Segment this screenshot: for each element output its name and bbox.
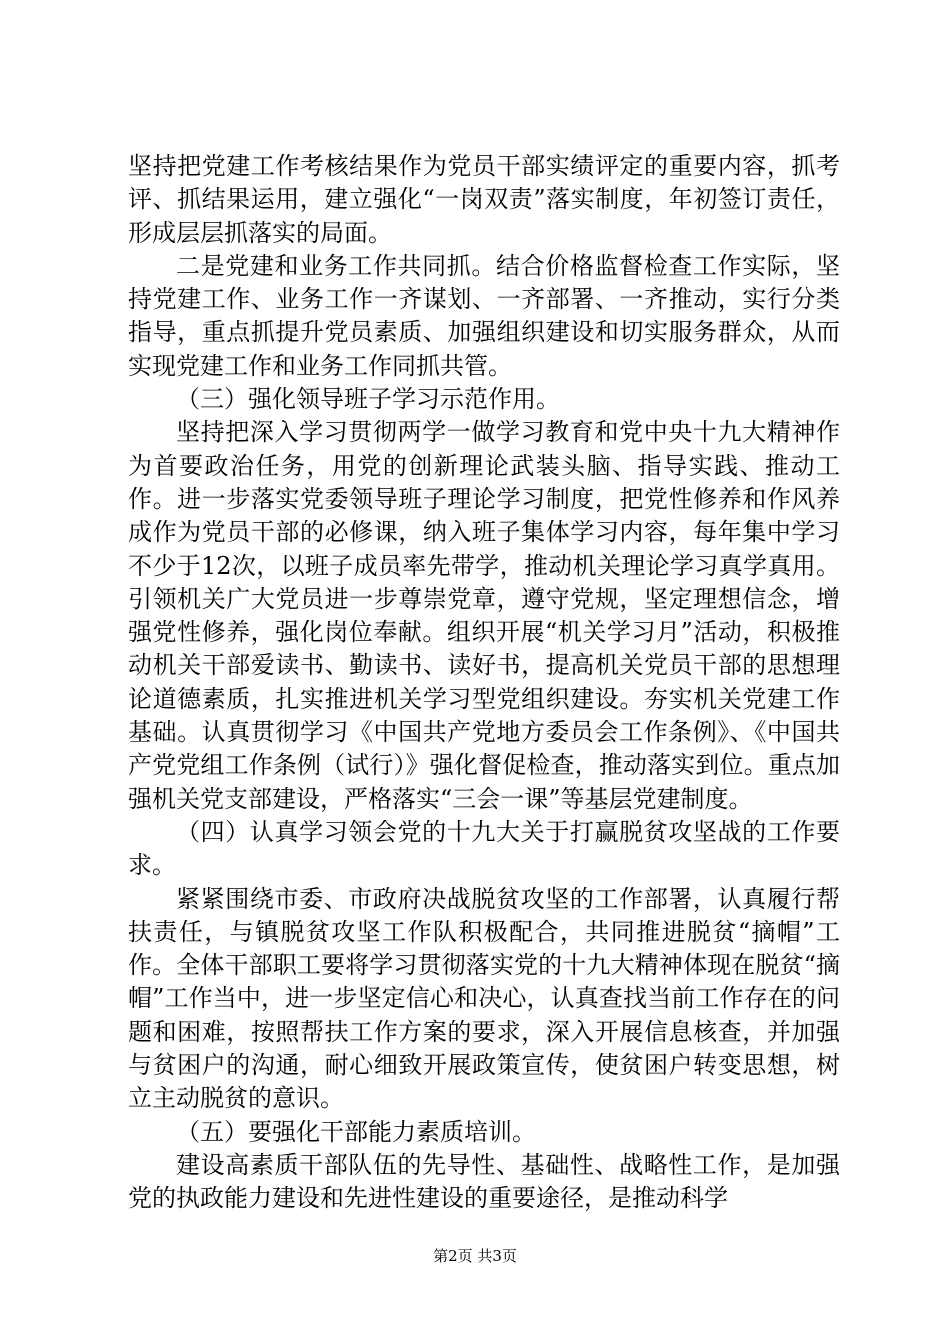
paragraph-1: 坚持把党建工作考核结果作为党员干部实绩评定的重要内容，抓考评、抓结果运用，建立强化“一岗双责”落实制度，年初签订责任，形成层层抓落实的局面。 [128, 152, 840, 247]
section-heading-4: （四）认真学习领会党的十九大关于打赢脱贫攻坚战的工作要求。 [128, 817, 840, 880]
section-heading-3: （三）强化领导班子学习示范作用。 [176, 385, 560, 414]
document-body [128, 150, 840, 1216]
paragraph-2: 二是党建和业务工作共同抓。结合价格监督检查工作实际，坚持党建工作、业务工作一齐谋划、一齐部署、一齐推动，实行分类指导，重点抓提升党员素质、加强组织建设和切实服务群众，从而实现党建工作和业务工作同抓共管。 [128, 251, 840, 380]
page-number-footer: 第2页 共3页 [433, 1247, 517, 1265]
paragraph-8: 建设高素质干部队伍的先导性、基础性、战略性工作，是加强党的执政能力建设和先进性建设的重要途径，是推动科学 [128, 1150, 840, 1213]
section-heading-5: （五）要强化干部能力素质培训。 [176, 1117, 536, 1146]
paragraph-4: 坚持把深入学习贯彻两学一做学习教育和党中央十九大精神作为首要政治任务，用党的创新理论武装头脑、指导实践、推动工作。进一步落实党委领导班子理论学习制度，把党性修养和作风养成作为党员干部的必修课，纳入班子集体学习内容，每年集中学习不少于12次，以班子成员率先带学，推动机关理论学习真学真用。引领机关广大党员进一步尊崇党章，遵守党规，坚定理想信念，增强党性修养，强化岗位奉献。组织开展“机关学习月”活动，积极推动机关干部爱读书、勤读书、读好书，提高机关党员干部的思想理论道德素质，扎实推进机关学习型党组织建设。夯实机关党建工作基础。认真贯彻学习《中国共产党地方委员会工作条例》、《中国共产党党组工作条例（试行）》强化督促检查，推动落实到位。重点加强机关党支部建设，严格落实“三会一课”等基层党建制度。 [128, 418, 840, 813]
paragraph-6: 紧紧围绕市委、市政府决战脱贫攻坚的工作部署，认真履行帮扶责任，与镇脱贫攻坚工作队积极配合，共同推进脱贫“摘帽”工作。全体干部职工要将学习贯彻落实党的十九大精神体现在脱贫“摘帽”工作当中，进一步坚定信心和决心，认真查找当前工作存在的问题和困难，按照帮扶工作方案的要求，深入开展信息核查，并加强与贫困户的沟通，耐心细致开展政策宣传，使贫困户转变思想，树立主动脱贫的意识。 [128, 884, 840, 1113]
